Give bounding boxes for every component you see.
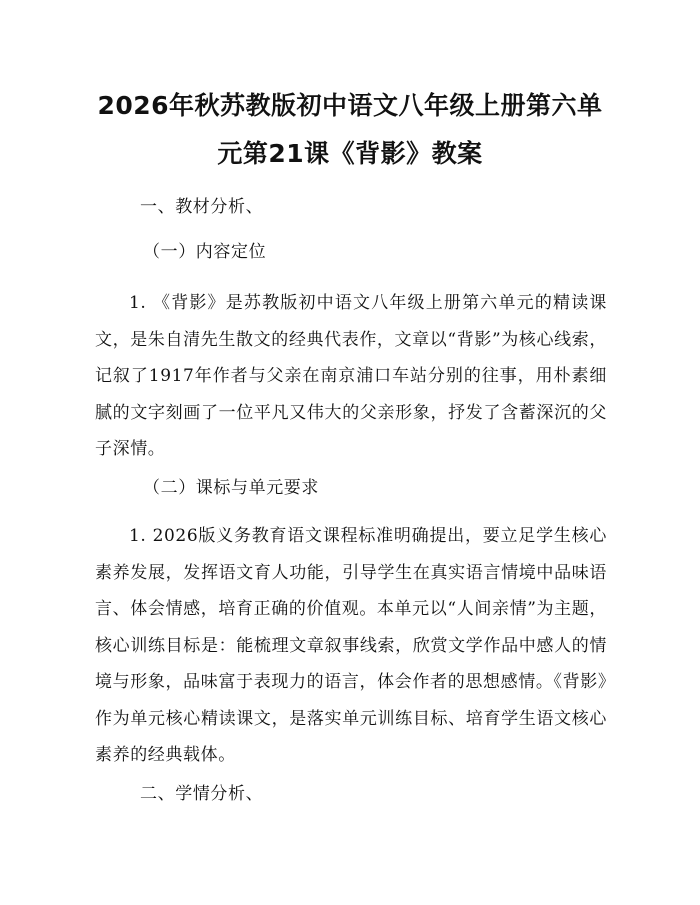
paragraph-curriculum-requirements: 1. 2026版义务教育语文课程标准明确提出，要立足学生核心素养发展，发挥语文育人功能，引导学生在真实语言情境中品味语言、体会情感，培育正确的价值观。本单元以“人间亲情”为主题，核心训练目标是：能梳理文章叙事线索，欣赏文学作品中感人的情境与形象，品味富于表现力的语言，体会作者的思想感情。《背影》作为单元核心精读课文，是落实单元训练目标、培育学生语文核心素养的经典载体。: [95, 526, 607, 765]
document-title: [95, 82, 605, 178]
title-line-1: 2026年秋苏教版初中语文八年级上册第六单: [97, 91, 603, 120]
subsection-heading-curriculum-requirements: （二）课标与单元要求: [143, 478, 319, 498]
title-line-2: 元第21课《背影》教案: [217, 139, 483, 168]
section-heading-textbook-analysis: 一、教材分析、: [140, 197, 264, 217]
subsection-heading-content-positioning: （一）内容定位: [143, 242, 267, 262]
section-heading-student-analysis: 二、学情分析、: [140, 784, 264, 804]
paragraph-content-positioning: 1. 《背影》是苏教版初中语文八年级上册第六单元的精读课文，是朱自清先生散文的经典代表作，文章以“背影”为核心线索，记叙了1917年作者与父亲在南京浦口车站分别的往事，用朴素细腻的文字刻画了一位平凡又伟大的父亲形象，抒发了含蓄深沉的父子深情。: [95, 293, 607, 459]
